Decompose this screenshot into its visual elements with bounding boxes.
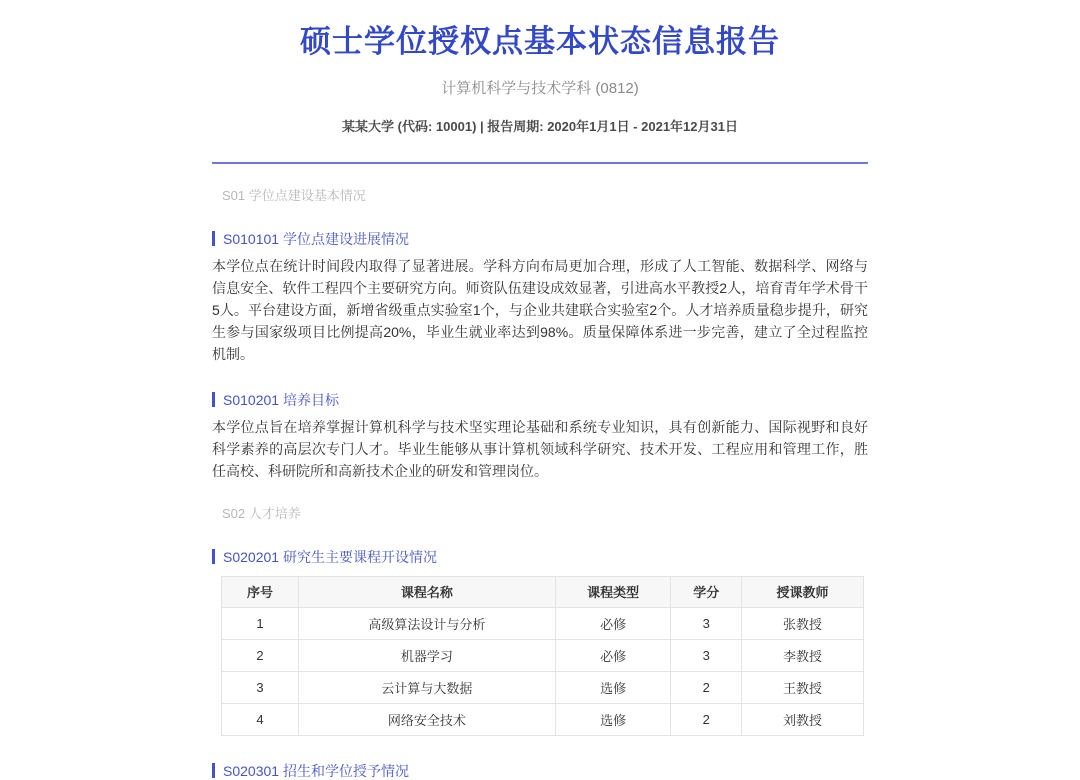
report-meta: 某某大学 (代码: 10001) | 报告周期: 2020年1月1日 - 2021年12月31日 [342, 118, 738, 134]
table-cell: 云计算与大数据 [299, 671, 556, 703]
subsection-title: S020301 招生和学位授予情况 [223, 762, 409, 779]
table-cell: 机器学习 [299, 639, 556, 671]
table-cell: 刘教授 [742, 703, 864, 735]
table-header-cell: 课程名称 [299, 576, 556, 607]
courses-table [221, 576, 864, 736]
table-cell: 必修 [555, 639, 671, 671]
subsection-heading [212, 548, 868, 566]
table-header-row [222, 576, 864, 607]
table-body [222, 607, 864, 735]
table-header-cell: 授课教师 [742, 576, 864, 607]
table-header-cell: 课程类型 [555, 576, 671, 607]
table-cell: 李教授 [742, 639, 864, 671]
table-header-cell: 序号 [222, 576, 299, 607]
table-cell: 张教授 [742, 607, 864, 639]
table-cell: 王教授 [742, 671, 864, 703]
table-cell: 3 [671, 639, 742, 671]
table-cell: 4 [222, 703, 299, 735]
subsection-title: S020201 研究生主要课程开设情况 [223, 548, 437, 565]
table-row [222, 671, 864, 703]
table-row [222, 607, 864, 639]
table-cell: 高级算法设计与分析 [299, 607, 556, 639]
subsection-heading [212, 762, 868, 780]
report-subtitle: 计算机科学与技术学科 (0812) [441, 79, 639, 97]
page-title: 硕士学位授权点基本状态信息报告 [300, 24, 780, 59]
table-cell: 选修 [555, 703, 671, 735]
subsection-heading [212, 391, 868, 409]
table-cell: 3 [671, 607, 742, 639]
table-cell: 网络安全技术 [299, 703, 556, 735]
heading-accent-bar [212, 763, 215, 778]
subsection-title: S010101 学位点建设进展情况 [223, 230, 409, 247]
table-cell: 必修 [555, 607, 671, 639]
subsection-title: S010201 培养目标 [223, 391, 339, 408]
heading-accent-bar [212, 231, 215, 246]
table-cell: 选修 [555, 671, 671, 703]
table-cell: 2 [671, 671, 742, 703]
subsection-paragraph: 本学位点在统计时间段内取得了显著进展。学科方向布局更加合理，形成了人工智能、数据科学、网络与信息安全、软件工程四个主要研究方向。师资队伍建设成效显著，引进高水平教授2人，培育青年学术骨干5人。平台建设方面，新增省级重点实验室1个，与企业共建联合实验室2个。人才培养质量稳步提升，研究生参与国家级项目比例提高20%，毕业生就业率达到98%。质量保障体系进一步完善，建立了全过程监控机制。 [212, 257, 868, 362]
table-cell: 3 [222, 671, 299, 703]
report-body [212, 188, 868, 780]
heading-accent-bar [212, 392, 215, 407]
table-row [222, 639, 864, 671]
subsection-heading [212, 230, 868, 248]
chapter-label: S01 学位点建设基本情况 [222, 187, 366, 203]
heading-accent-bar [212, 549, 215, 564]
table-cell: 1 [222, 607, 299, 639]
table-header-cell: 学分 [671, 576, 742, 607]
chapter-label: S02 人才培养 [222, 505, 301, 521]
header-divider [212, 162, 868, 164]
table-cell: 2 [671, 703, 742, 735]
table-cell: 2 [222, 639, 299, 671]
table-row [222, 703, 864, 735]
report-page [212, 0, 868, 780]
subsection-paragraph: 本学位点旨在培养掌握计算机科学与技术坚实理论基础和系统专业知识，具有创新能力、国际视野和良好科学素养的高层次专门人才。毕业生能够从事计算机领域科学研究、技术开发、工程应用和管理工作，胜任高校、科研院所和高新技术企业的研发和管理岗位。 [212, 418, 868, 479]
table-head [222, 576, 864, 607]
